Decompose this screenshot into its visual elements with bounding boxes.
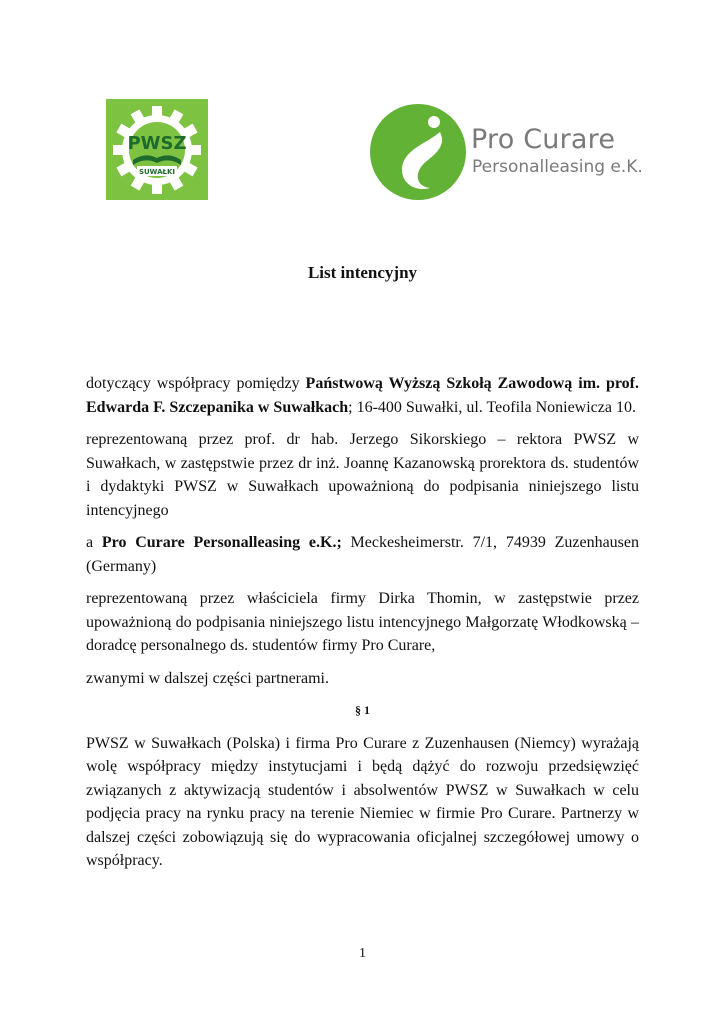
pwsz-logo-text: PWSZ	[127, 133, 187, 154]
company-prefix: a	[86, 534, 102, 551]
page-number: 1	[359, 946, 366, 961]
paragraph-section-1: PWSZ w Suwałkach (Polska) i firma Pro Curare z Zuzenhausen (Niemcy) wyrażają wolę współpracy między instytucjami i będą dążyć do rozwoju przedsięwzięć związanych z aktywizacją studentów i absolwentów PWSZ w Suwałkach w celu podjęcia pracy na rynku pracy na terenie Niemiec w firmie Pro Curare. Partnerzy w dalszej części zobowiązują się do wypracowania oficjalnej szczegółowej umowy o współpracy.	[86, 734, 639, 869]
institution-name: Państwową Wyższą Szkołą Zawodową im. prof. Edwarda F. Szczepanika w Suwałkach	[86, 375, 640, 416]
paragraph-partners: zwanymi w dalszej części partnerami.	[86, 669, 329, 687]
document-body	[86, 372, 639, 882]
paragraph-parties	[86, 372, 639, 419]
section-heading: § 1	[355, 703, 370, 717]
paragraph-intro: dotyczący współpracy pomiędzy	[86, 375, 306, 392]
document-title: List intencyjny	[307, 263, 418, 282]
pro-curare-name: Pro Curare	[471, 124, 616, 155]
company-name: Pro Curare Personalleasing e.K.;	[101, 534, 342, 551]
institution-address: ; 16-400 Suwałki, ul. Teofila Noniewicza 10.	[348, 398, 636, 416]
pwsz-logo	[106, 99, 208, 200]
pwsz-gear-book-logo-icon	[106, 99, 208, 200]
paragraph-representation-company: reprezentowaną przez właściciela firmy Dirka Thomin, w zastępstwie przez upoważnioną do podpisania niniejszego listu intencyjnego Małgorzatę Włodkowską – doradcę personalnego ds. studentów firmy Pro Curare,	[86, 590, 639, 654]
pro-curare-swirl-logo-icon	[368, 104, 468, 204]
paragraph-representation-pwsz: reprezentowaną przez prof. dr hab. Jerzego Sikorskiego – rektora PWSZ w Suwałkach, w zastępstwie przez dr inż. Joannę Kazanowską prorektora ds. studentów i dydaktyki PWSZ w Suwałkach upoważnioną do podpisania niniejszego listu intencyjnego	[86, 431, 639, 519]
pwsz-logo-subtext: SUWAŁKI	[138, 168, 176, 176]
paragraph-company	[86, 531, 639, 578]
pro-curare-subtitle: Personalleasing e.K.	[472, 157, 643, 177]
pro-curare-logo	[368, 104, 643, 204]
company-address: Meckesheimerstr. 7/1, 74939 Zuzenhausen (Germany)	[86, 534, 639, 575]
